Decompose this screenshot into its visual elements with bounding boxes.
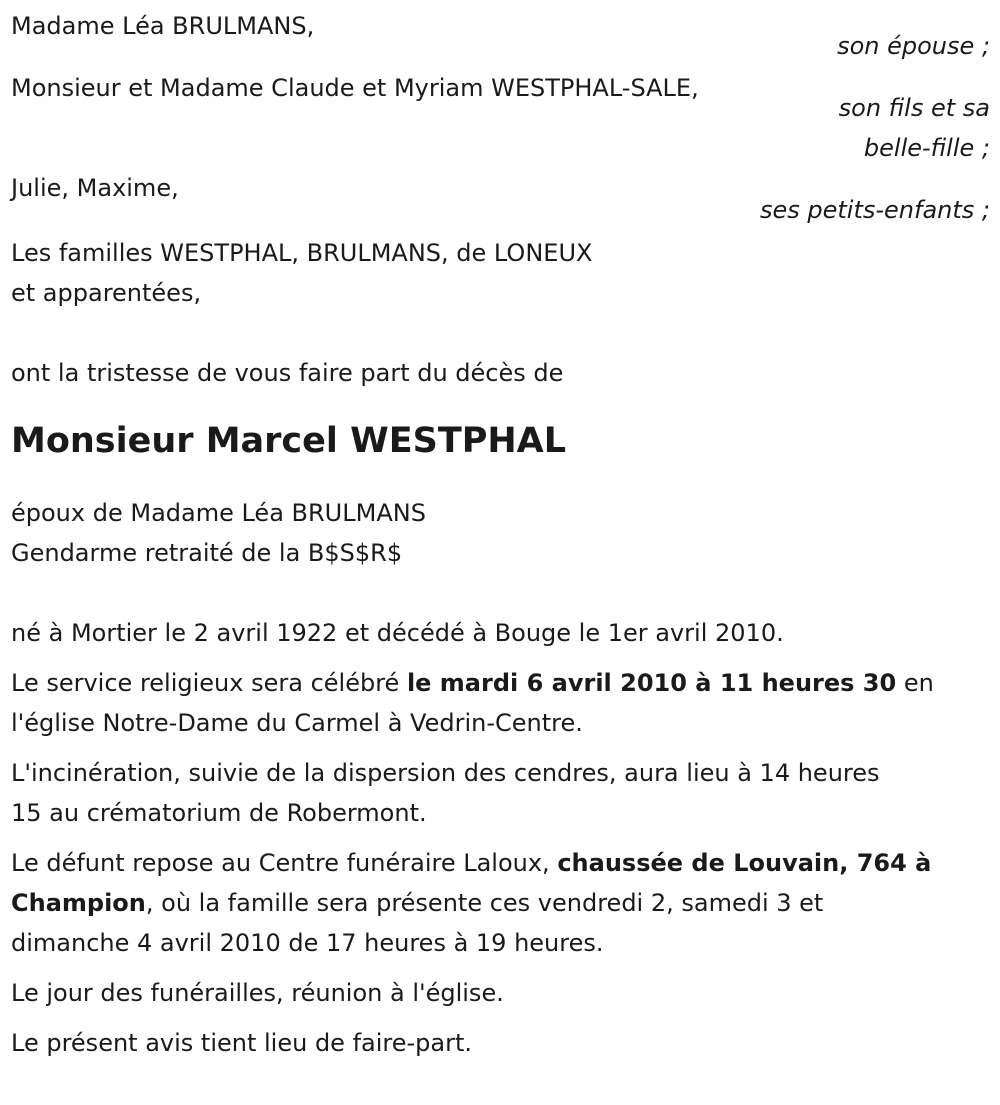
family-member-name: Madame Léa BRULMANS, [11, 12, 315, 40]
detail-line: Gendarme retraité de la B$S$R$ [11, 539, 403, 567]
text: Le défunt repose au Centre funéraire Laloux, [11, 849, 558, 877]
text: l'église Notre-Dame du Carmel à Vedrin-Centre. [11, 709, 583, 737]
obituary-notice [11, 6, 990, 1073]
repose-address: chaussée de Louvain, 764 à [557, 849, 932, 877]
family-relation: son fils et sa [838, 94, 990, 122]
announcement: ont la tristesse de vous faire part du décès de [11, 359, 564, 387]
other-families-line: et apparentées, [11, 279, 202, 307]
deceased-details [11, 493, 990, 573]
family-son [11, 68, 990, 168]
incineration-paragraph [11, 753, 990, 833]
repose-place: Champion [11, 889, 146, 917]
family-member-name: Monsieur et Madame Claude et Myriam WESTPHAL-SALE, [11, 74, 699, 102]
text: , où la famille sera présente ces vendredi 2, samedi 3 et [145, 889, 824, 917]
family-spouse [11, 6, 990, 66]
detail-line: époux de Madame Léa BRULMANS [11, 499, 426, 527]
text: en [896, 669, 934, 697]
family-relation: son épouse ; [837, 32, 990, 60]
birth-death-paragraph: né à Mortier le 2 avril 1922 et décédé à Bouge le 1er avril 2010. [11, 619, 784, 647]
notice-paragraph: Le présent avis tient lieu de faire-part. [11, 1029, 473, 1057]
other-families-line: Les familles WESTPHAL, BRULMANS, de LONEUX [11, 239, 593, 267]
funeral-day-paragraph: Le jour des funérailles, réunion à l'église. [11, 979, 504, 1007]
family-grandchildren [11, 168, 990, 230]
repose-paragraph [11, 843, 990, 963]
service-paragraph [11, 663, 990, 743]
other-families [11, 233, 990, 313]
service-date: le mardi 6 avril 2010 à 11 heures 30 [406, 669, 897, 697]
text: Le service religieux sera célébré [11, 669, 407, 697]
family-relation: belle-fille ; [863, 134, 990, 162]
text: L'incinération, suivie de la dispersion des cendres, aura lieu à 14 heures [11, 759, 880, 787]
family-relation: ses petits-enfants ; [759, 196, 990, 224]
deceased-name: Monsieur Marcel WESTPHAL [11, 421, 567, 461]
family-member-name: Julie, Maxime, [11, 174, 179, 202]
text: dimanche 4 avril 2010 de 17 heures à 19 heures. [11, 929, 604, 957]
text: 15 au crématorium de Robermont. [11, 799, 427, 827]
